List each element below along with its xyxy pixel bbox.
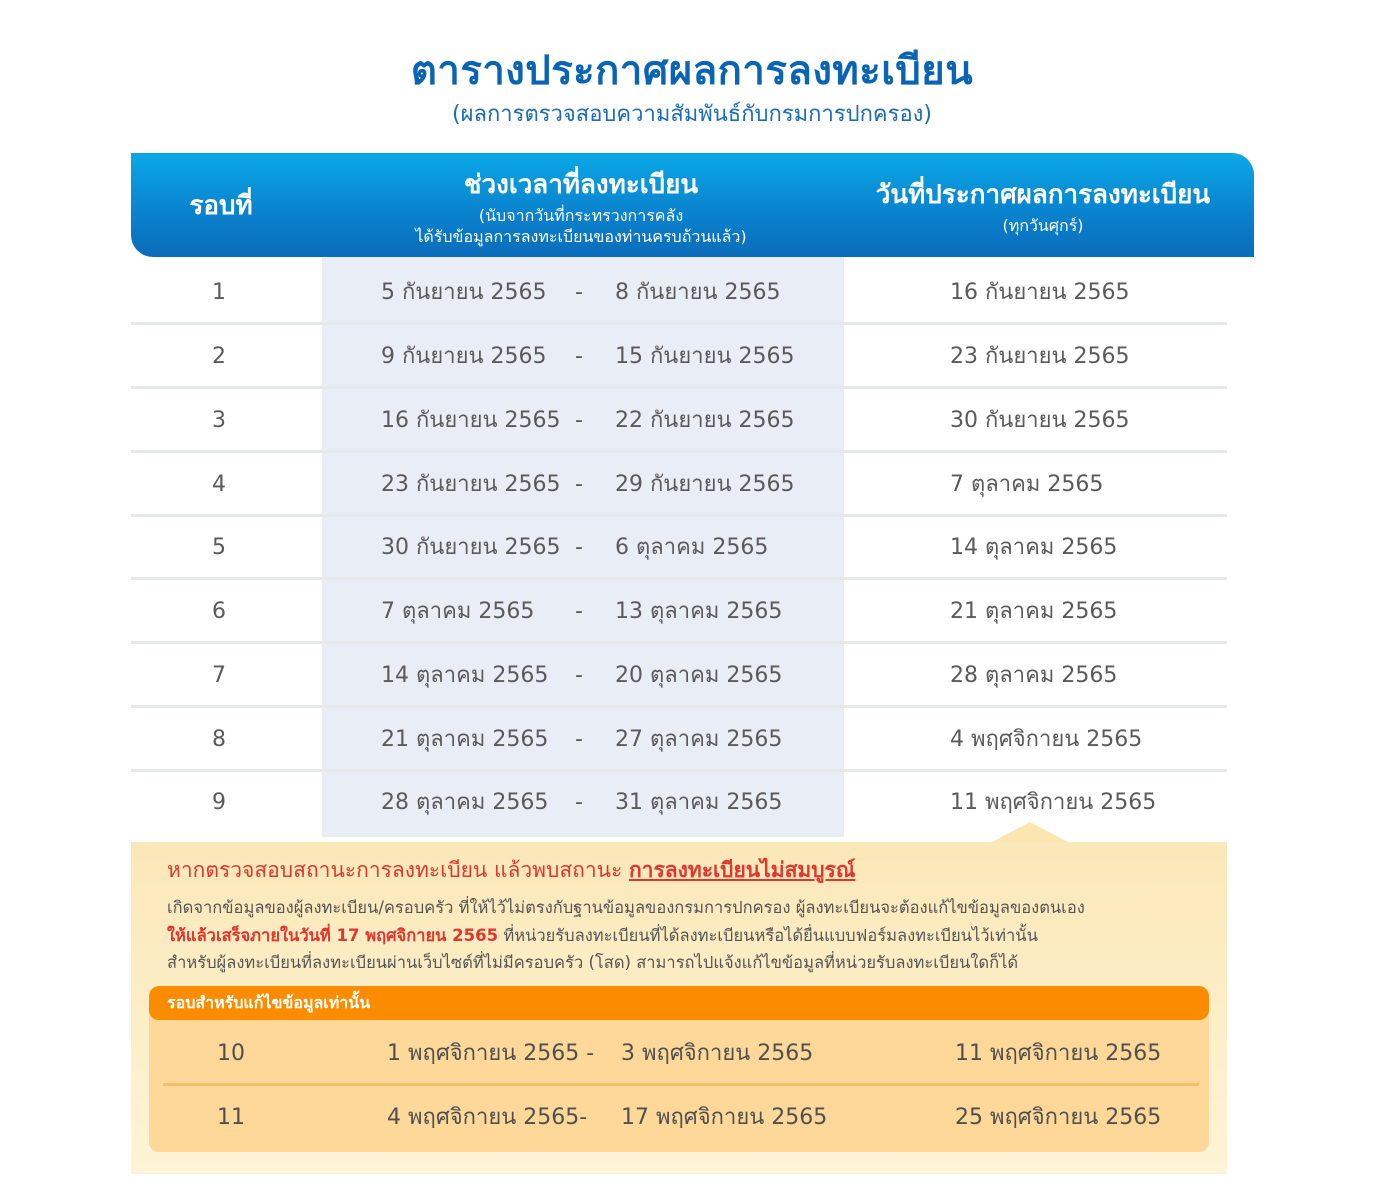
notice-line-2: [167, 922, 1085, 950]
period-end: 13 ตุลาคม 2565: [615, 599, 783, 624]
period-separator: -: [575, 408, 583, 433]
table-row: [131, 708, 1227, 772]
period-start: 9 กันยายน 2565: [381, 344, 547, 369]
round-number: 3: [212, 408, 226, 433]
round-number: 9: [212, 790, 226, 815]
period-separator: -: [575, 344, 583, 369]
announce-date: 16 กันยายน 2565: [950, 280, 1130, 305]
round-number: 1: [212, 280, 226, 305]
period-end: 15 กันยายน 2565: [615, 344, 795, 369]
round-number: 11: [217, 1105, 245, 1130]
fix-table-row: [149, 1086, 1209, 1150]
period-start: 4 พฤศจิกายน 2565-: [387, 1105, 588, 1130]
announce-date: 25 พฤศจิกายน 2565: [955, 1105, 1162, 1130]
round-number: 2: [212, 344, 226, 369]
round-number: 10: [217, 1041, 245, 1066]
notice-title-prefix: หากตรวจสอบสถานะการลงทะเบียน แล้วพบสถานะ: [167, 858, 629, 882]
announce-date: 11 พฤศจิกายน 2565: [950, 790, 1157, 815]
period-start: 14 ตุลาคม 2565: [381, 663, 549, 688]
page-title: ตารางประกาศผลการลงทะเบียน: [410, 48, 974, 94]
column-announce-label: วันที่ประกาศผลการลงทะเบียน: [875, 180, 1211, 210]
period-start: 16 กันยายน 2565: [381, 408, 561, 433]
period-end: 22 กันยายน 2565: [615, 408, 795, 433]
announce-date: 14 ตุลาคม 2565: [950, 535, 1118, 560]
period-separator: -: [575, 790, 583, 815]
incomplete-registration-notice: [131, 842, 1227, 1174]
column-announce-note: (ทุกวันศุกร์): [1002, 216, 1084, 235]
round-number: 5: [212, 535, 226, 560]
fix-table-row: [149, 1022, 1209, 1086]
period-start: 7 ตุลาคม 2565: [381, 599, 535, 624]
round-number: 7: [212, 663, 226, 688]
announce-date: 23 กันยายน 2565: [950, 344, 1130, 369]
period-end: 27 ตุลาคม 2565: [615, 727, 783, 752]
period-separator: -: [575, 472, 583, 497]
notice-title: [167, 854, 855, 887]
table-row: [131, 516, 1227, 580]
round-number: 6: [212, 599, 226, 624]
table-row: [131, 389, 1227, 453]
period-end: 29 กันยายน 2565: [615, 472, 795, 497]
period-end: 31 ตุลาคม 2565: [615, 790, 783, 815]
period-separator: -: [575, 535, 583, 560]
notice-line-2-rest: ที่หน่วยรับลงทะเบียนที่ได้ลงทะเบียนหรือได้ยื่นแบบฟอร์มลงทะเบียนไว้เท่านั้น: [498, 925, 1038, 945]
page-subtitle: (ผลการตรวจสอบความสัมพันธ์กับกรมการปกครอง): [452, 102, 932, 127]
period-start: 30 กันยายน 2565: [381, 535, 561, 560]
period-start: 1 พฤศจิกายน 2565 -: [387, 1041, 595, 1066]
table-row: [131, 261, 1227, 325]
table-header: [131, 153, 1254, 257]
period-start: 21 ตุลาคม 2565: [381, 727, 549, 752]
fix-rounds-table: [149, 986, 1209, 1152]
period-start: 23 กันยายน 2565: [381, 472, 561, 497]
announce-date: 21 ตุลาคม 2565: [950, 599, 1118, 624]
announce-date: 28 ตุลาคม 2565: [950, 663, 1118, 688]
period-end: 6 ตุลาคม 2565: [615, 535, 769, 560]
notice-status-highlight: การลงทะเบียนไม่สมบูรณ์: [628, 858, 856, 882]
period-end: 20 ตุลาคม 2565: [615, 663, 783, 688]
callout-pointer: [992, 822, 1068, 842]
period-separator: -: [575, 280, 583, 305]
column-period-label: ช่วงเวลาที่ลงทะเบียน: [463, 169, 699, 200]
round-number: 4: [212, 472, 226, 497]
period-separator: -: [575, 663, 583, 688]
period-separator: -: [575, 599, 583, 624]
table-row: [131, 453, 1227, 517]
column-header-round: [131, 153, 311, 257]
table-row: [131, 580, 1227, 644]
column-period-note-2: ได้รับข้อมูลการลงทะเบียนของท่านครบถ้วนแล้ว): [415, 226, 747, 246]
announce-date: 30 กันยายน 2565: [950, 408, 1130, 433]
period-end: 3 พฤศจิกายน 2565: [621, 1041, 814, 1066]
period-separator: -: [575, 727, 583, 752]
period-end: 17 พฤศจิกายน 2565: [621, 1105, 828, 1130]
announce-date: 7 ตุลาคม 2565: [950, 472, 1104, 497]
period-start: 28 ตุลาคม 2565: [381, 790, 549, 815]
fix-rounds-title: รอบสำหรับแก้ไขข้อมูลเท่านั้น: [149, 986, 1209, 1020]
notice-deadline: ให้แล้วเสร็จภายในวันที่ 17 พฤศจิกายน 2565: [167, 925, 499, 945]
notice-body: [167, 894, 1085, 977]
table-row: [131, 325, 1227, 389]
period-start: 5 กันยายน 2565: [381, 280, 547, 305]
column-header-announce: [843, 153, 1243, 257]
column-header-period: [321, 153, 841, 257]
table-row: [131, 644, 1227, 708]
period-end: 8 กันยายน 2565: [615, 280, 781, 305]
column-round-label: รอบที่: [189, 190, 253, 221]
announce-date: 4 พฤศจิกายน 2565: [950, 727, 1143, 752]
notice-line-3: สำหรับผู้ลงทะเบียนที่ลงทะเบียนผ่านเว็บไซต์ที่ไม่มีครอบครัว (โสด) สามารถไปแจ้งแก้ไขข้อมูลที่หน่วยรับลงทะเบียนใดก็ได้: [167, 953, 1019, 972]
announce-date: 11 พฤศจิกายน 2565: [955, 1041, 1162, 1066]
column-period-note-1: (นับจากวันที่กระทรวงการคลัง: [478, 205, 684, 225]
notice-line-1: เกิดจากข้อมูลของผู้ลงทะเบียน/ครอบครัว ที่ให้ไว้ไม่ตรงกับฐานข้อมูลของกรมการปกครอง ผู้ลงทะเบียนจะต้องแก้ไขข้อมูลของตนเอง: [167, 898, 1085, 917]
round-number: 8: [212, 727, 226, 752]
